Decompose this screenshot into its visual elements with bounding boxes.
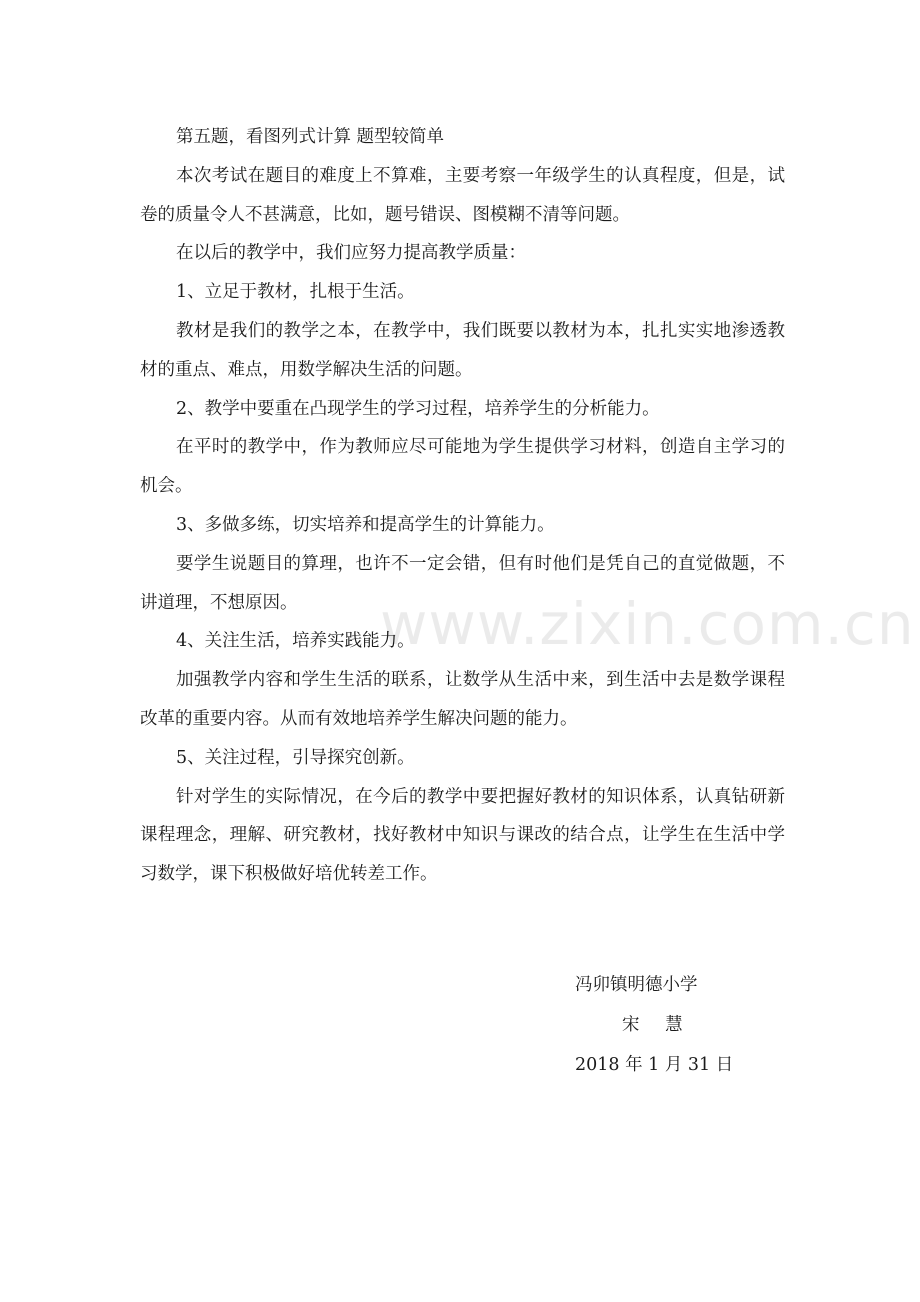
document-body xyxy=(140,118,785,894)
point-2-heading: 2、教学中要重在凸现学生的学习过程，培养学生的分析能力。 xyxy=(176,398,660,419)
point-5-body: 针对学生的实际情况，在今后的教学中要把握好教材的知识体系，认真钻研新课程理念，理解、研究教材，找好教材中知识与课改的结合点，让学生在生活中学习数学，课下积极做好培优转差工作。 xyxy=(140,786,785,885)
paragraph-exam-summary: 本次考试在题目的难度上不算难，主要考察一年级学生的认真程度，但是，试卷的质量令人不甚满意，比如，题号错误、图模糊不清等问题。 xyxy=(140,165,785,225)
signature-date: 2018 年 1 月 31 日 xyxy=(575,1055,734,1075)
point-1-body: 教材是我们的教学之本，在教学中，我们既要以教材为本，扎扎实实地渗透教材的重点、难点，用数学解决生活的问题。 xyxy=(140,320,785,380)
point-3-body: 要学生说题目的算理，也许不一定会错，但有时他们是凭自己的直觉做题，不讲道理，不想原因。 xyxy=(140,553,785,613)
signature-name: 宋 慧 xyxy=(622,1015,693,1035)
paragraph-question-five: 第五题，看图列式计算 题型较简单 xyxy=(176,127,445,147)
point-4-body: 加强教学内容和学生生活的联系，让数学从生活中来，到生活中去是数学课程改革的重要内容。从而有效地培养学生解决问题的能力。 xyxy=(140,670,785,729)
paragraph-improvement-intro: 在以后的教学中，我们应努力提高教学质量： xyxy=(176,243,526,264)
point-3-heading: 3、多做多练，切实培养和提高学生的计算能力。 xyxy=(176,514,555,535)
signature-school: 冯卯镇明德小学 xyxy=(575,975,698,995)
point-2-body: 在平时的教学中，作为教师应尽可能地为学生提供学习材料，创造自主学习的机会。 xyxy=(140,437,785,497)
point-5-heading: 5、关注过程，引导探究创新。 xyxy=(176,747,415,768)
watermark: www.zixin.com.cn xyxy=(380,590,915,658)
point-4-heading: 4、关注生活，培养实践能力。 xyxy=(176,631,415,652)
point-1-heading: 1、立足于教材，扎根于生活。 xyxy=(176,282,415,303)
signature-block xyxy=(540,965,770,1085)
